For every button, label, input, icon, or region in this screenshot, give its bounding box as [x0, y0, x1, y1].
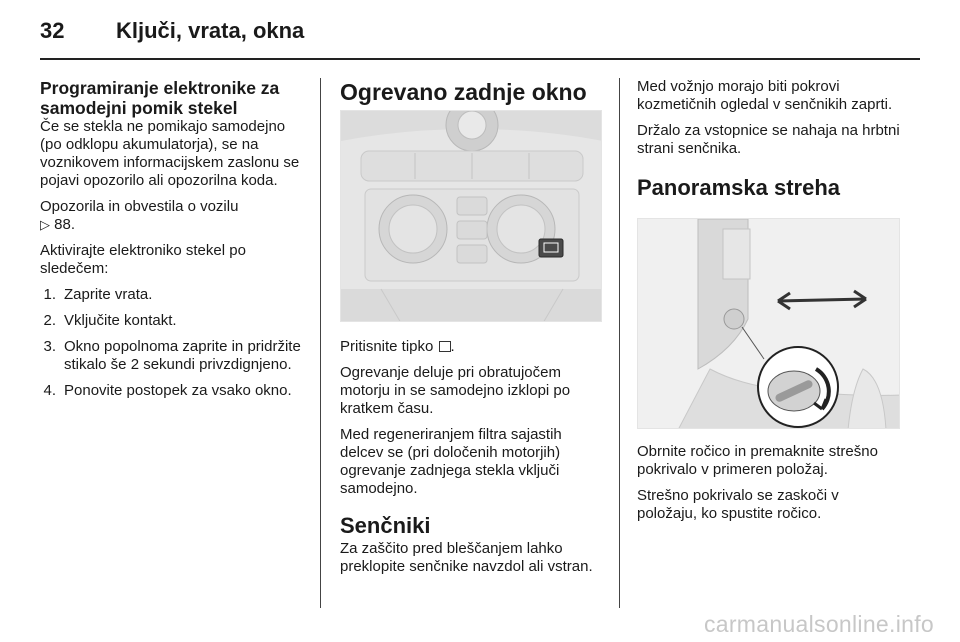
section-heading-heated-rear-window: Ogrevano zadnje okno [340, 79, 587, 105]
list-item: 4. Ponovite postopek za vsako okno. [43, 382, 292, 399]
page-number: 32 [40, 18, 65, 43]
paragraph: Med regeneriranjem filtra sajastih delcev se (pri določenih motorjih) ogrevanje zadnjega stekla vključi samodejno. [340, 426, 562, 497]
list-item: 2. Vključite kontakt. [43, 312, 177, 329]
steps-list [40, 286, 305, 400]
paragraph: Aktivirajte elektroniko stekel po sledečem: [40, 242, 246, 277]
list-item: 1. Zaprite vrata. [43, 286, 153, 303]
heated-rear-window-icon [439, 341, 451, 352]
column-divider-left [320, 78, 321, 608]
column-2 [340, 78, 602, 584]
page-reference-link[interactable]: 88. [54, 216, 76, 233]
paragraph: Če se stekla ne pomikajo samodejno (po odklopu akumulatorja), se na voznikovem informacijskem zaslonu se pojavi opozorilo ali opozorilna koda. [40, 118, 300, 189]
header-rule [40, 58, 920, 60]
watermark: carmanualsonline.info [703, 611, 934, 637]
column-1 [40, 78, 305, 408]
section-heading-window-programming: Programiranje elektronike za samodejni pomik stekel [40, 78, 280, 118]
section-heading-panoramic-roof: Panoramska streha [637, 175, 840, 200]
paragraph-reference [40, 198, 305, 234]
paragraph: Obrnite ročico in premaknite strešno pokrivalo v primeren položaj. [637, 443, 878, 478]
page-header [40, 18, 920, 50]
figure-panoramic-roof-lever [637, 218, 900, 429]
paragraph: Med vožnjo morajo biti pokrovi kozmetičnih ogledal v senčnikih zaprti. [637, 78, 893, 113]
page-reference-arrow-icon: ▷ [40, 217, 50, 232]
paragraph: Držalo za vstopnice se nahaja na hrbtni strani senčnika. [637, 122, 900, 157]
section-heading-sun-visors: Senčniki [340, 513, 431, 538]
paragraph: Za zaščito pred bleščanjem lahko preklopite senčnike navzdol ali vstran. [340, 540, 593, 575]
paragraph: Strešno pokrivalo se zaskoči v položaju, ko spustite ročico. [637, 487, 839, 522]
list-item: 3. Okno popolnoma zaprite in pridržite stikalo še 2 sekundi privzdignjeno. [43, 338, 301, 373]
paragraph-press-button: Pritisnite tipko . [340, 338, 455, 355]
figure-climate-control-panel [340, 110, 602, 322]
column-3 [637, 78, 902, 531]
chapter-title: Ključi, vrata, okna [116, 18, 305, 43]
reference-text: Opozorila in obvestila o vozilu [40, 198, 239, 215]
column-divider-right [619, 78, 620, 608]
paragraph: Ogrevanje deluje pri obratujočem motorju in se samodejno izklopi po kratkem času. [340, 364, 571, 417]
